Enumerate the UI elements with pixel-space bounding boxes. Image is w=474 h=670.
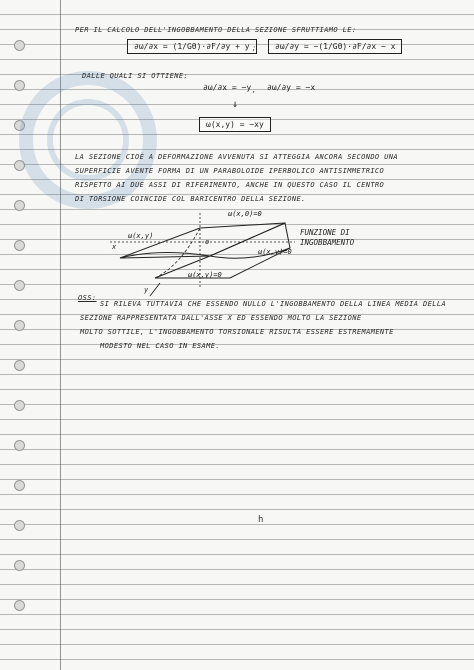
paragraph-2-line-1: SI RILEVA TUTTAVIA CHE ESSENDO NULLO L'INGOBBAMENTO DELLA LINEA MEDIA DELLA <box>100 300 447 308</box>
fig-label-y: y <box>144 286 149 294</box>
margin-line <box>60 0 61 670</box>
final-result: ω(x,y) = −xy <box>199 117 271 132</box>
paragraph-2-line-4: MODESTO NEL CASO IN ESAME. <box>100 342 220 350</box>
equation-separator: ; <box>252 44 257 52</box>
fig-label-top: ω(x,0)=0 <box>228 210 262 218</box>
derivative-y: ∂ω/∂y = −x <box>267 83 316 92</box>
result-intro: DALLE QUALI SI OTTIENE: <box>82 72 189 80</box>
paragraph-1-line-4: DI TORSIONE COINCIDE COL BARICENTRO DELLA SEZIONE. <box>75 195 306 203</box>
oss-label: OSS: <box>78 294 97 302</box>
intro-text: PER IL CALCOLO DELL'INGOBBAMENTO DELLA SEZIONE SFRUTTIAMO LE: <box>75 26 357 34</box>
figure-caption-line-2: INGOBBAMENTO <box>300 238 355 247</box>
binder-holes <box>14 40 26 640</box>
fig-label-o: o <box>205 238 210 246</box>
derivative-x: ∂ω/∂x = −y <box>203 83 252 92</box>
fig-label-bottom: ω(x,y)=0 <box>188 271 222 279</box>
figure-caption <box>300 228 354 248</box>
paragraph-1-line-2: SUPERFICIE AVENTE FORMA DI UN PARABOLOIDE IPERBOLICO ANTISIMMETRICO <box>75 167 385 175</box>
warping-figure <box>100 208 300 298</box>
derivative-separator: , <box>252 86 257 94</box>
paragraph-1-line-3: RISPETTO AI DUE ASSI DI RIFERIMENTO, ANCHE IN QUESTO CASO IL CENTRO <box>75 181 385 189</box>
fig-label-right: ω(x,y)=0 <box>258 248 292 256</box>
paragraph-2-line-2: SEZIONE RAPPRESENTATA DALL'ASSE X ED ESSENDO MOLTO LA SEZIONE <box>80 314 362 322</box>
paragraph-2-line-3: MOLTO SOTTILE, L'INGOBBAMENTO TORSIONALE RISULTA ESSERE ESTREMAMENTE <box>80 328 394 336</box>
down-arrow-icon: ↓ <box>232 99 239 110</box>
paragraph-1-line-1: LA SEZIONE CIOÈ A DEFORMAZIONE AVVENUTA SI ATTEGGIA ANCORA SECONDO UNA <box>75 153 399 161</box>
fig-label-x: x <box>112 243 117 251</box>
figure-caption-line-1: FUNZIONE DI <box>300 228 350 237</box>
equation-1: ∂ω/∂x = (1/Gθ)·∂F/∂y + y <box>127 39 257 54</box>
stray-mark: h <box>258 515 264 525</box>
equation-2: ∂ω/∂y = −(1/Gθ)·∂F/∂x − x <box>268 39 402 54</box>
fig-label-left: ω(x,y) <box>128 232 154 240</box>
